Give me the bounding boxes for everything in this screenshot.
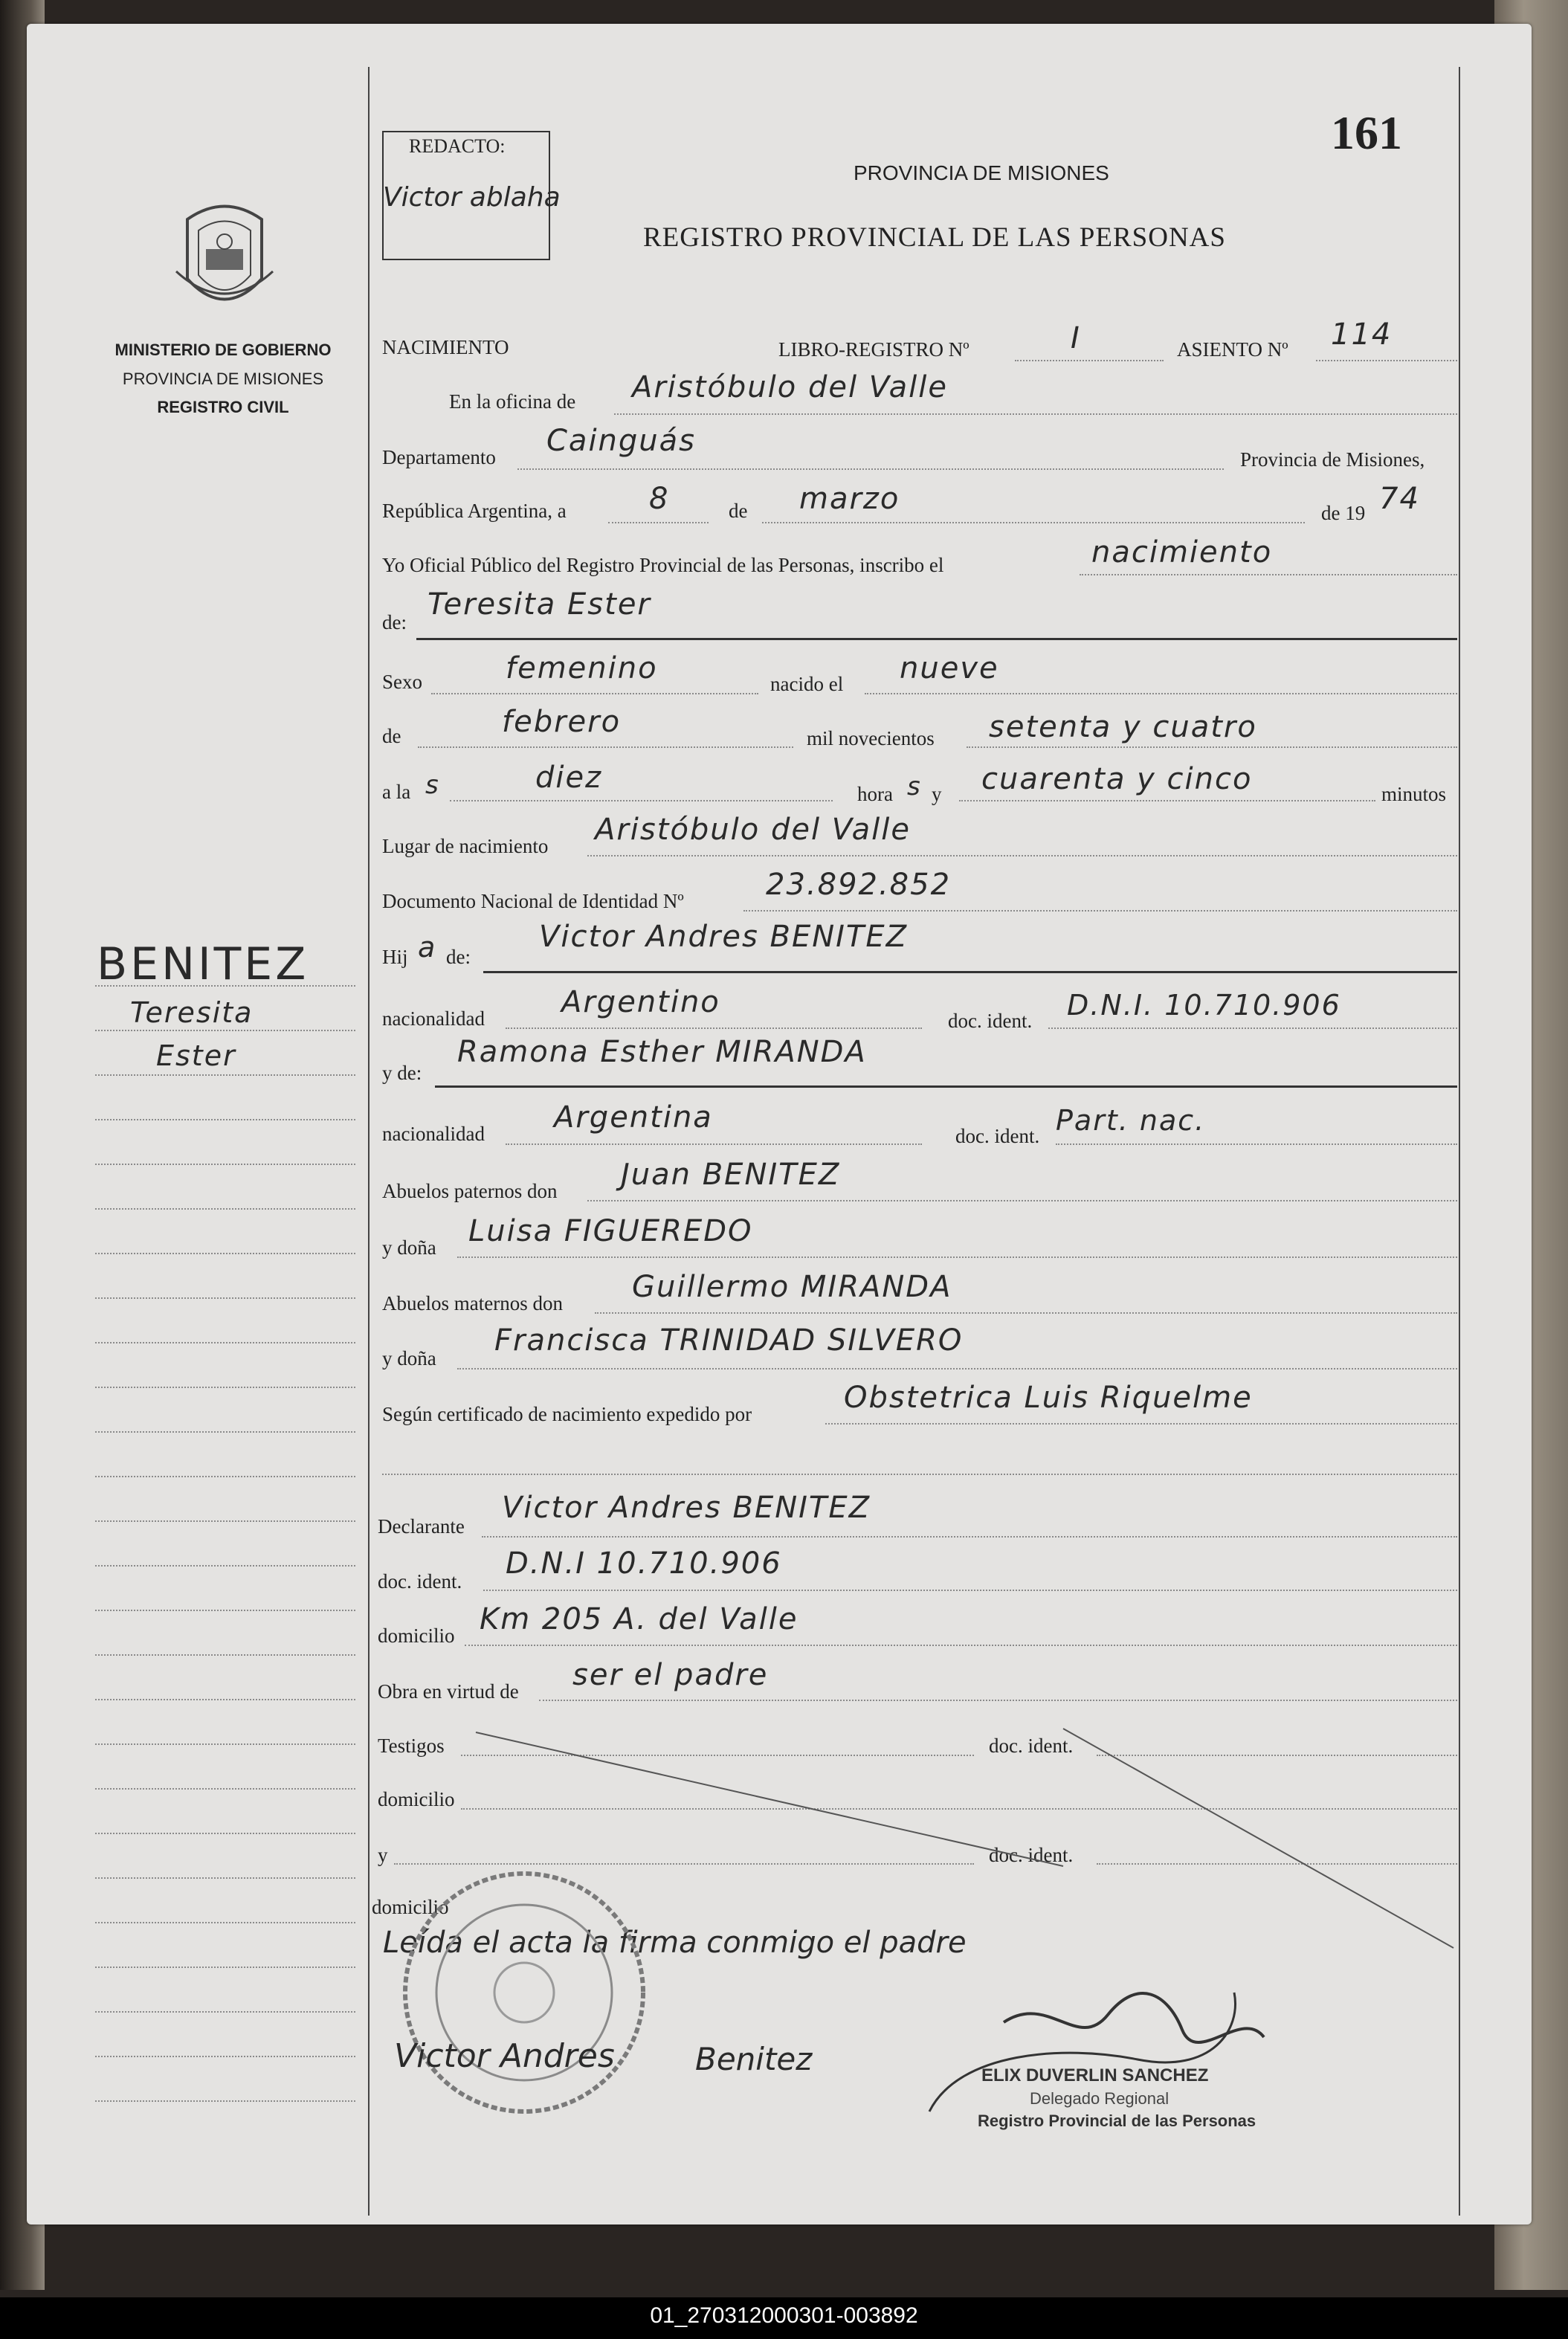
madre-line: [435, 1085, 1457, 1088]
closing-text: Leída el acta la firma conmigo el padre: [383, 1926, 967, 1960]
nacido-mes-line: [418, 746, 793, 748]
right-rule: [1459, 67, 1460, 2216]
margin-line: [95, 2100, 355, 2102]
abuelo-mat-line: [595, 1312, 1457, 1314]
margin-line: [95, 1253, 355, 1254]
yo-oficial-label: Yo Oficial Público del Registro Provincial de las Personas, inscribo el: [382, 554, 944, 576]
margin-line: [95, 1610, 355, 1611]
margin-line: [95, 1119, 355, 1120]
domicilio-label: domicilio: [378, 1625, 455, 1647]
padre-nac-line: [506, 1027, 922, 1029]
lugar-line: [587, 855, 1457, 856]
doc-ident-label-2: doc. ident.: [955, 1125, 1040, 1147]
departamento-label: Departamento: [382, 446, 496, 468]
dia-value: 8: [649, 482, 670, 516]
certificado-value: Obstetrica Luis Riquelme: [844, 1381, 1253, 1415]
hij-suffix: a: [418, 931, 437, 964]
declarante-dom-value: Km 205 A. del Valle: [480, 1602, 798, 1636]
libro-line: [1015, 360, 1164, 361]
obra-line: [539, 1700, 1457, 1701]
declarant-signature-surname: Benitez: [695, 2041, 813, 2077]
declarante-doc-value: D.N.I 10.710.906: [506, 1546, 782, 1581]
de-colon-label: de:: [382, 611, 407, 633]
stamp-title: Delegado Regional: [1030, 2089, 1169, 2108]
ministry-label: MINISTERIO DE GOBIERNO: [114, 341, 332, 359]
dia-line: [608, 522, 709, 523]
lugar-value: Aristóbulo del Valle: [595, 813, 911, 847]
margin-line: [95, 1877, 355, 1879]
asiento-line: [1316, 360, 1457, 361]
padre-line: [483, 971, 1457, 973]
testigo1-doc-label: doc. ident.: [989, 1735, 1074, 1757]
nombre-value: Teresita Ester: [428, 587, 651, 622]
civil-registry-label: REGISTRO CIVIL: [157, 398, 289, 416]
testigos-label: Testigos: [378, 1735, 445, 1757]
sexo-line: [431, 693, 758, 694]
y-label: y: [932, 783, 942, 805]
margin-line: [95, 1520, 355, 1522]
margin-line: [95, 1833, 355, 1834]
margin-line: [95, 1342, 355, 1343]
mil-label: mil novecientos: [807, 727, 935, 749]
departamento-value: Cainguás: [546, 424, 696, 458]
nacido-mes-value: febrero: [502, 705, 622, 739]
margin-line: [95, 2011, 355, 2013]
redacto-label: REDACTO:: [409, 135, 506, 157]
abuelo-pat-value: Juan BENITEZ: [621, 1158, 841, 1192]
dni-line: [743, 910, 1457, 912]
y-dona-label-2: y doña: [382, 1347, 436, 1369]
margin-line: [95, 1476, 355, 1477]
y-de-label: y de:: [382, 1062, 422, 1084]
stamp-name: ELIX DUVERLIN SANCHEZ: [981, 2065, 1209, 2085]
de-label-2: de: [382, 725, 401, 747]
margin-name-2: Ester: [156, 1039, 236, 1072]
abuelos-pat-label: Abuelos paternos don: [382, 1180, 558, 1202]
de-year-label: de 19: [1321, 502, 1366, 524]
a-la-label: a la: [382, 781, 411, 803]
margin-line: [95, 1565, 355, 1567]
nacimiento-label: NACIMIENTO: [382, 336, 509, 358]
provincia-label: Provincia de Misiones,: [1240, 448, 1425, 471]
margin-line: [95, 1654, 355, 1656]
abuelo-pat-line: [587, 1200, 1457, 1201]
doc-ident-label-3: doc. ident.: [378, 1570, 462, 1593]
hij-de-label: de:: [446, 946, 471, 968]
departamento-line: [517, 468, 1224, 470]
padre-doc-line: [1048, 1027, 1457, 1029]
coat-of-arms-seal: [172, 197, 277, 323]
province-label: PROVINCIA DE MISIONES: [122, 370, 324, 388]
margin-line: [95, 985, 355, 987]
madre-nac-value: Argentina: [554, 1100, 713, 1135]
margin-line: [95, 2056, 355, 2057]
certificado-line-2: [382, 1474, 1457, 1475]
redacto-signature: Victor ablaha: [383, 182, 561, 213]
obra-label: Obra en virtud de: [378, 1680, 519, 1703]
image-id-caption: 01_270312000301-003892: [650, 2303, 918, 2328]
certificado-line: [825, 1423, 1457, 1425]
oficina-value: Aristóbulo del Valle: [632, 370, 948, 404]
mes-line: [762, 522, 1305, 523]
margin-line: [95, 1699, 355, 1700]
mes-value: marzo: [799, 482, 900, 516]
lugar-label: Lugar de nacimiento: [382, 835, 549, 857]
margin-name-1: Teresita: [130, 996, 254, 1029]
dni-value: 23.892.852: [766, 868, 952, 902]
nacionalidad-label-2: nacionalidad: [382, 1123, 485, 1145]
nacido-anio-line: [967, 746, 1457, 748]
republica-label: República Argentina, a: [382, 500, 567, 522]
hora-line: [450, 800, 833, 801]
asiento-value: 114: [1331, 317, 1393, 352]
padre-doc-value: D.N.I. 10.710.906: [1067, 989, 1341, 1022]
registry-heading: REGISTRO PROVINCIAL DE LAS PERSONAS: [643, 222, 1226, 253]
testigo1-dom-label: domicilio: [378, 1788, 455, 1810]
margin-line: [95, 1164, 355, 1165]
minutos-value: cuarenta y cinco: [981, 762, 1253, 796]
nacido-el-label: nacido el: [770, 673, 844, 695]
segun-label: Según certificado de nacimiento expedido por: [382, 1403, 752, 1425]
inscribo-value: nacimiento: [1091, 535, 1273, 570]
margin-line: [95, 1030, 355, 1031]
madre-nac-line: [506, 1143, 922, 1145]
sexo-value: femenino: [506, 651, 658, 685]
margin-line: [95, 1387, 355, 1388]
testigo2-y-label: y: [378, 1844, 388, 1866]
declarante-label: Declarante: [378, 1515, 465, 1538]
nacido-anio-value: setenta y cuatro: [989, 710, 1257, 744]
testigo2-dom-label: domicilio: [372, 1896, 449, 1918]
abuelos-mat-label: Abuelos maternos don: [382, 1292, 563, 1314]
padre-nac-value: Argentino: [561, 985, 720, 1019]
obra-value: ser el padre: [572, 1658, 769, 1692]
libro-label: LIBRO-REGISTRO Nº: [778, 338, 969, 361]
declarante-line: [482, 1536, 1457, 1538]
declarante-dom-line: [465, 1645, 1457, 1646]
madre-doc-value: Part. nac.: [1056, 1104, 1206, 1137]
nacido-dia-value: nueve: [900, 651, 999, 685]
margin-line: [95, 1074, 355, 1076]
anio-value: 74: [1379, 482, 1420, 516]
margin-surname: BENITEZ: [97, 938, 309, 990]
margin-line: [95, 1743, 355, 1745]
asiento-label: ASIENTO Nº: [1177, 338, 1288, 361]
testigo2-doc-label: doc. ident.: [989, 1844, 1074, 1866]
madre-value: Ramona Esther MIRANDA: [457, 1035, 867, 1069]
oficina-line: [614, 413, 1457, 415]
padre-value: Victor Andres BENITEZ: [539, 920, 909, 954]
nacido-dia-line: [865, 693, 1457, 694]
horas-suffix: s: [907, 772, 922, 801]
abuela-pat-value: Luisa FIGUEREDO: [468, 1214, 753, 1248]
oficina-label: En la oficina de: [449, 390, 576, 413]
page-number: 161: [1331, 106, 1402, 159]
nombre-line: [416, 638, 1457, 640]
hij-label: Hij: [382, 946, 408, 968]
stamp-office: Registro Provincial de las Personas: [978, 2111, 1256, 2130]
horas-label: hora: [857, 783, 893, 805]
nacionalidad-label: nacionalidad: [382, 1007, 485, 1030]
margin-line: [95, 1922, 355, 1923]
margin-line: [95, 1208, 355, 1210]
de-label: de: [729, 500, 748, 522]
madre-doc-line: [1056, 1143, 1457, 1145]
y-dona-label: y doña: [382, 1236, 436, 1259]
minutos-label: minutos: [1381, 783, 1447, 805]
margin-line: [95, 1967, 355, 1968]
abuela-mat-line: [457, 1368, 1457, 1369]
abuela-mat-value: Francisca TRINIDAD SILVERO: [494, 1323, 964, 1358]
province-heading: PROVINCIA DE MISIONES: [854, 161, 1109, 184]
declarante-doc-line: [483, 1590, 1457, 1591]
minutos-line: [959, 800, 1375, 801]
hora-value: diez: [535, 761, 603, 795]
doc-ident-label: doc. ident.: [948, 1010, 1033, 1032]
margin-line: [95, 1431, 355, 1433]
declarant-signature: Victor Andres: [394, 2037, 615, 2075]
sexo-label: Sexo: [382, 671, 422, 693]
a-la-suffix: s: [425, 770, 440, 800]
abuela-pat-line: [457, 1256, 1457, 1258]
documento-label: Documento Nacional de Identidad Nº: [382, 890, 684, 912]
inscribo-line: [1080, 574, 1457, 575]
abuelo-mat-value: Guillermo MIRANDA: [632, 1270, 952, 1304]
margin-line: [95, 1788, 355, 1790]
declarante-value: Victor Andres BENITEZ: [502, 1491, 871, 1525]
margin-rule: [368, 67, 370, 2216]
margin-line: [95, 1297, 355, 1299]
libro-value: I: [1071, 321, 1081, 355]
round-registry-stamp: [398, 1866, 651, 2119]
